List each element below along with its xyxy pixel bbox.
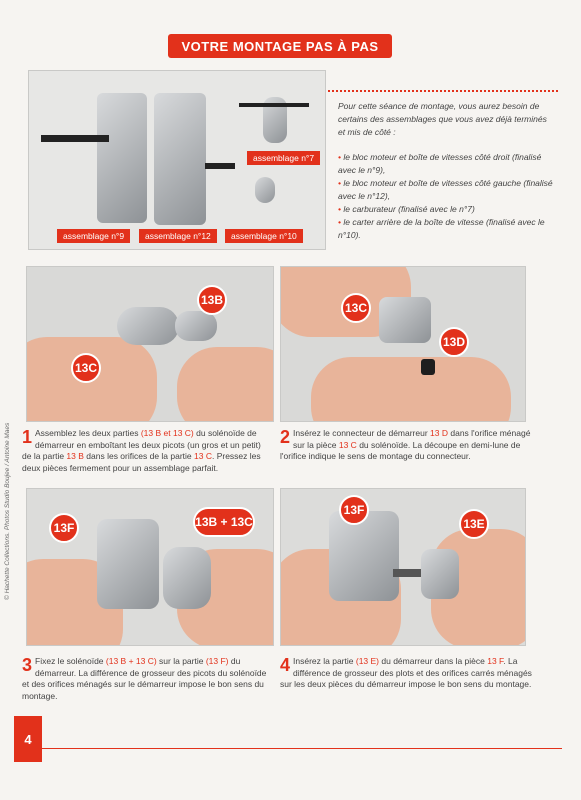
intro-text [338,100,553,242]
intro-item: • le carburateur (finalisé avec le n°7) [338,203,553,216]
assembly-label-10: assemblage n°10 [225,229,303,243]
assembly-label-12: assemblage n°12 [139,229,217,243]
part-13d [421,359,435,375]
part-13f [97,519,159,609]
intro-item: • le bloc moteur et boîte de vitesses côté droit (finalisé avec le n°9), [338,151,553,177]
photo-credit: © Hachette Collections. Photos Studio Boujee / Antoine Maes [4,422,11,600]
step-3-text: 3 Fixez le solénoïde (13 B + 13 C) sur la partie (13 F) du démarreur. La différence de grosseur des picots du solénoïde et des orifices ménagés sur le démarreur impose le bon sens du montage. [22,655,267,701]
engine-block-right [97,93,147,223]
part-13b [175,311,217,341]
page-title: VOTRE MONTAGE PAS À PAS [181,38,379,54]
hand [311,357,511,422]
page-title-banner [168,34,392,58]
gearbox-cover [255,177,275,203]
footer-rule [42,748,562,749]
step-1-photo [26,266,274,422]
part-13e [421,549,459,599]
engine-shaft-left [205,163,235,169]
step-3-number: 3 [22,655,33,675]
intro-paragraph: Pour cette séance de montage, vous aurez besoin de certains des assemblages que vous avez déjà terminés et mis de côté : [338,101,547,137]
carburetor-arm [239,103,309,107]
hand [177,347,274,422]
step-4-number: 4 [280,655,291,675]
engine-shaft-right [41,135,109,142]
callout-13f: 13F [339,495,369,525]
step-2-text: 2 Insérez le connecteur de démarreur 13 D dans l'orifice ménagé sur la pièce 13 C du solénoïde. La découpe en demi-lune de l'orifice indique le sens de montage du connecteur. [280,427,531,461]
assembly-label-9: assemblage n°9 [57,229,130,243]
step-2-photo [280,266,526,422]
callout-13c: 13C [341,293,371,323]
intro-item: • le bloc moteur et boîte de vitesses côté gauche (finalisé avec le n°12), [338,177,553,203]
engine-block-left [154,93,206,225]
part-13c [379,297,431,343]
step-2-number: 2 [280,427,291,447]
assemblies-photo [28,70,326,250]
step-3-photo [26,488,274,646]
solenoid-13b-13c [163,547,211,609]
part-13c [117,307,179,345]
callout-13f: 13F [49,513,79,543]
step-4-text: 4 Insérez la partie (13 E) du démarreur dans la pièce 13 F. La différence de grosseur des plots et des orifices carrés ménagés sur les deux pièces du démarreur impose le bon sens du montage. [280,655,532,689]
intro-list [338,151,553,242]
intro-item: • le carter arrière de la boîte de vitesse (finalisé avec le n°10). [338,216,553,242]
callout-13c: 13C [71,353,101,383]
intro-divider [328,90,558,92]
callout-13e: 13E [459,509,489,539]
part-13f [329,511,399,601]
step-1-text: 1 Assemblez les deux parties (13 B et 13 C) du solénoïde de démarreur en emboîtant les deux picots (un gros et un petit) de la partie 13 B dans les orifices de la partie 13 C. Pressez les deux pièces fermement pour un assemblage parfait. [22,427,261,473]
callout-13b-13c: 13B + 13C [193,507,255,537]
callout-13b: 13B [197,285,227,315]
step-1-number: 1 [22,427,33,447]
callout-13d: 13D [439,327,469,357]
step-4-photo [280,488,526,646]
page-number: 4 [14,716,42,762]
assembly-label-7: assemblage n°7 [247,151,320,165]
